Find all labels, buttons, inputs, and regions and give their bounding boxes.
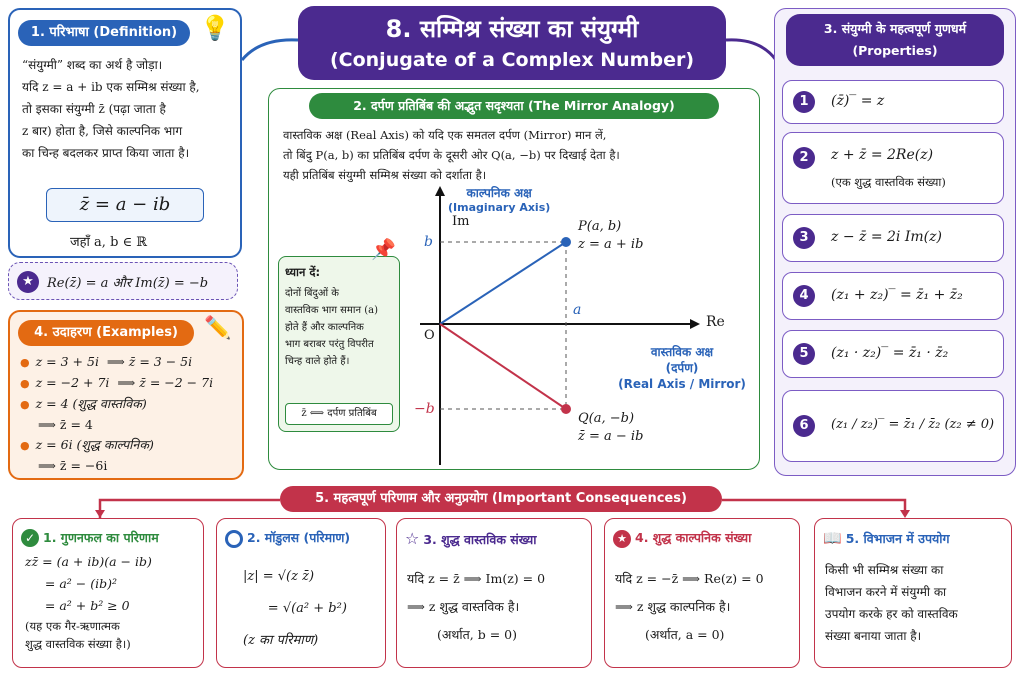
card-heading: ★ 4. शुद्ध काल्पनिक संख्या: [613, 529, 751, 548]
card-line: ⟹ z शुद्ध वास्तविक है।: [407, 599, 520, 614]
mirror-line: तो बिंदु P(a, b) का प्रतिबिंब दर्पण के दूसरी ओर Q(a, −b) पर दिखाई देता है।: [283, 148, 620, 162]
property-number: 1: [793, 91, 815, 113]
definition-line: का चिन्ह बदलकर प्राप्त किया जाता है।: [22, 146, 190, 160]
definition-formula: z̄ = a − ib: [46, 188, 204, 222]
real-axis-mirror: (दर्पण): [665, 361, 699, 375]
re-label: Re: [706, 314, 725, 330]
real-axis-hindi: वास्तविक अक्ष: [650, 345, 714, 359]
property-number: 3: [793, 227, 815, 249]
property-item: [782, 330, 1004, 378]
pushpin-icon: 📌: [371, 237, 396, 261]
property-formula: z − z̄ = 2i Im(z): [831, 229, 942, 245]
check-icon: ✓: [21, 529, 39, 547]
note-tag: z̄ ⟺ दर्पण प्रतिबिंब: [285, 403, 393, 425]
card-line: (z का परिमाण): [243, 633, 319, 648]
q-label: Q(a, −b): [578, 411, 635, 426]
a-label: a: [573, 302, 582, 318]
example-item: ● z = 4 (शुद्ध वास्तविक): [20, 396, 147, 411]
consequence-card: [216, 518, 386, 668]
example-result: ⟹ z̄ = −6i: [38, 458, 108, 473]
definition-line: z बार) होता है, जिसे काल्पनिक भाग: [22, 124, 183, 138]
card-line: (अर्थात, a = 0): [645, 627, 725, 642]
note-line: चिन्ह वाले होते हैं।: [285, 356, 350, 367]
property-formula: (z₁ · z₂)‾ = z̄₁ · z̄₂: [831, 345, 949, 361]
property-number: 6: [793, 415, 815, 437]
b-label: b: [424, 234, 433, 250]
property-item: [782, 80, 1004, 124]
card-line: यदि z = −z̄ ⟹ Re(z) = 0: [615, 571, 764, 586]
properties-heading-en: (Properties): [852, 43, 938, 58]
card-line: विभाजन करने में संयुग्मी का: [825, 585, 947, 599]
definition-where: जहाँ a, b ∈ ℝ: [70, 235, 148, 250]
title-hindi: 8. सम्मिश्र संख्या का संयुग्मी: [385, 15, 639, 43]
property-item: [782, 272, 1004, 320]
card-heading: 📖 5. विभाजन में उपयोग: [823, 529, 950, 547]
card-line: संख्या बनाया जाता है।: [825, 629, 922, 643]
mirror-heading: 2. दर्पण प्रतिबिंब की अद्भुत सदृश्यता (The Mirror Analogy): [309, 93, 719, 119]
card-line: = a² + b² ≥ 0: [25, 598, 130, 613]
note-line: दोनों बिंदुओं के: [285, 288, 339, 299]
star-icon: ★: [17, 271, 39, 293]
note-title: ध्यान दें:: [285, 265, 321, 279]
card-heading: ✓ 1. गुणनफल का परिणाम: [21, 529, 159, 547]
pencil-icon: ✏️: [204, 316, 232, 341]
property-item: [782, 390, 1004, 462]
p-equation: z = a + ib: [578, 237, 644, 252]
property-formula: (z̄)‾ = z: [831, 93, 885, 109]
card-line: ⟹ z शुद्ध काल्पनिक है।: [615, 599, 731, 614]
attention-note: [278, 237, 400, 432]
consequences-heading: 5. महत्वपूर्ण परिणाम और अनुप्रयोग (Important Consequences): [280, 486, 722, 512]
card-heading: ☆ 3. शुद्ध वास्तविक संख्या: [405, 529, 537, 548]
definition-line: तो इसका संयुग्मी z̄ (पढ़ा जाता है: [22, 102, 166, 116]
card-line: |z| = √(z z̄): [243, 569, 315, 584]
note-line: वास्तविक भाग समान (a): [285, 305, 379, 316]
imag-axis-hindi: काल्पनिक अक्ष: [466, 186, 532, 200]
imag-axis-english: (Imaginary Axis): [448, 201, 551, 214]
example-item: ● z = −2 + 7i ⟹ z̄ = −2 − 7i: [20, 375, 214, 390]
example-result: ⟹ z̄ = 4: [38, 417, 93, 432]
minus-b-label: −b: [414, 401, 435, 417]
definition-line: यदि z = a + ib एक सम्मिश्र संख्या है,: [22, 80, 200, 94]
consequence-card: [604, 518, 800, 668]
consequence-card: [396, 518, 592, 668]
card-line: किसी भी सम्मिश्र संख्या का: [825, 563, 944, 577]
card-line: (अर्थात, b = 0): [437, 627, 517, 642]
definition-line: “संयुग्मी” शब्द का अर्थ है जोड़ा।: [22, 58, 163, 72]
property-item: [782, 214, 1004, 262]
vector-q: [440, 324, 566, 409]
consequence-card: [814, 518, 1012, 668]
property-sub: (एक शुद्ध वास्तविक संख्या): [831, 175, 946, 189]
property-number: 2: [793, 147, 815, 169]
mirror-line: वास्तविक अक्ष (Real Axis) को यदि एक समतल दर्पण (Mirror) मान लें,: [283, 128, 607, 142]
p-label: P(a, b): [578, 219, 622, 234]
vector-p: [440, 242, 566, 324]
book-icon: 📖: [823, 529, 842, 547]
properties-heading: [786, 14, 1004, 66]
properties-heading-hi: 3. संयुग्मी के महत्वपूर्ण गुणधर्म: [823, 21, 967, 36]
definition-heading: 1. परिभाषा (Definition): [18, 20, 190, 46]
examples-heading: 4. उदाहरण (Examples): [18, 320, 194, 346]
property-number: 4: [793, 285, 815, 307]
example-item: ● z = 3 + 5i ⟹ z̄ = 3 − 5i: [20, 354, 193, 369]
card-line: उपयोग करके हर को वास्तविक: [825, 607, 958, 621]
example-item: ● z = 6i (शुद्ध काल्पनिक): [20, 437, 154, 452]
lightbulb-icon: 💡: [200, 14, 230, 42]
note-text: Re(z̄) = a और Im(z̄) = −b: [47, 276, 209, 291]
property-number: 5: [793, 343, 815, 365]
card-heading: 2. मॉडुलस (परिमाण): [225, 529, 350, 548]
note-line: भाग बराबर परंतु विपरीत: [285, 339, 374, 350]
property-formula: (z₁ + z₂)‾ = z̄₁ + z̄₂: [831, 287, 963, 303]
note-line: होते हैं और काल्पनिक: [285, 322, 364, 333]
im-label: Im: [452, 214, 470, 229]
card-line: = √(a² + b²): [243, 601, 347, 616]
property-formula: z + z̄ = 2Re(z): [831, 147, 934, 163]
card-line: zz̄ = (a + ib)(a − ib): [25, 554, 152, 569]
title-english: (Conjugate of a Complex Number): [329, 49, 695, 71]
consequence-card: [12, 518, 204, 668]
property-formula: (z₁ / z₂)‾ = z̄₁ / z̄₂ (z₂ ≠ 0): [831, 417, 995, 432]
card-line: = a² − (ib)²: [25, 576, 117, 591]
mirror-line: यही प्रतिबिंब संयुग्मी सम्मिश्र संख्या को दर्शाता है।: [283, 168, 487, 182]
target-icon: [225, 530, 243, 548]
star-outline-icon: ☆: [405, 529, 420, 548]
star-badge-icon: ★: [613, 530, 631, 548]
q-equation: z̄ = a − ib: [578, 429, 644, 444]
card-line: यदि z = z̄ ⟹ Im(z) = 0: [407, 571, 546, 586]
card-line: (यह एक गैर-ऋणात्मक: [25, 619, 120, 633]
property-item: [782, 132, 1004, 204]
point-p: [561, 237, 571, 247]
card-line: शुद्ध वास्तविक संख्या है।): [25, 637, 131, 651]
real-axis-english: (Real Axis / Mirror): [618, 377, 746, 391]
point-q: [561, 404, 571, 414]
origin-label: O: [424, 328, 435, 343]
